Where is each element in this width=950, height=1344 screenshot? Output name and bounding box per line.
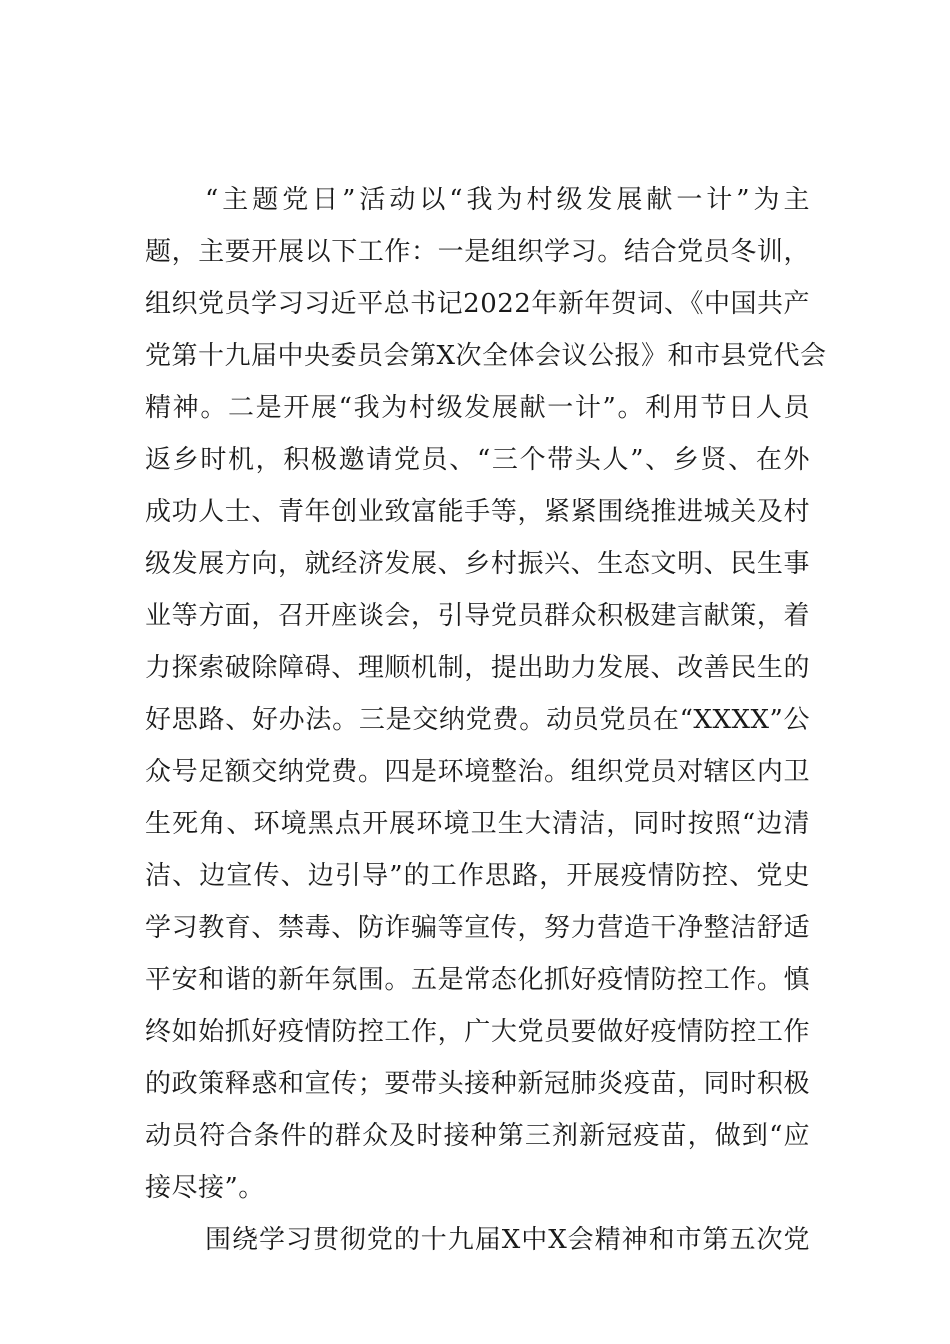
paragraph-1-line-4: 党第十九届中央委员会第X次全体会议公报》和市县党代会	[145, 341, 827, 371]
paragraph-1-line-15: 学习教育、禁毒、防诈骗等宣传，努力营造干净整洁舒适	[145, 913, 810, 943]
paragraph-1-line-20: 接尽接”。	[145, 1173, 265, 1203]
paragraph-1-line-17: 终如始抓好疫情防控工作，广大党员要做好疫情防控工作	[145, 1017, 810, 1047]
paragraph-1-line-8: 级发展方向，就经济发展、乡村振兴、生态文明、民生事	[145, 549, 810, 579]
paragraph-1-line-13: 生死角、环境黑点开展环境卫生大清洁，同时按照“边清	[145, 809, 810, 839]
paragraph-1-line-2: 题，主要开展以下工作：一是组织学习。结合党员冬训，	[145, 237, 810, 267]
paragraph-1-line-16: 平安和谐的新年氛围。五是常态化抓好疫情防控工作。慎	[145, 965, 810, 995]
paragraph-1-line-3: 组织党员学习习近平总书记2022年新年贺词、《中国共产	[145, 289, 810, 319]
paragraph-1-line-9: 业等方面，召开座谈会，引导党员群众积极建言献策，着	[145, 601, 810, 631]
paragraph-2-line-1: 围绕学习贯彻党的十九届X中X会精神和市第五次党	[205, 1225, 810, 1255]
paragraph-1-line-11: 好思路、好办法。三是交纳党费。动员党员在“XXXX”公	[145, 705, 810, 735]
paragraph-1-line-18: 的政策释惑和宣传；要带头接种新冠肺炎疫苗，同时积极	[145, 1069, 810, 1099]
paragraph-1-line-19: 动员符合条件的群众及时接种第三剂新冠疫苗，做到“应	[145, 1121, 810, 1151]
paragraph-1-line-7: 成功人士、青年创业致富能手等，紧紧围绕推进城关及村	[145, 497, 810, 527]
paragraph-1-line-5: 精神。二是开展“我为村级发展献一计”。利用节日人员	[145, 393, 810, 423]
paragraph-1-line-14: 洁、边宣传、边引导”的工作思路，开展疫情防控、党史	[145, 861, 810, 891]
paragraph-1-line-12: 众号足额交纳党费。四是环境整治。组织党员对辖区内卫	[145, 757, 810, 787]
paragraph-1-line-6: 返乡时机，积极邀请党员、“三个带头人”、乡贤、在外	[145, 445, 810, 475]
paragraph-1-line-10: 力探索破除障碍、理顺机制，提出助力发展、改善民生的	[145, 653, 810, 683]
paragraph-1-line-1: “主题党日”活动以“我为村级发展献一计”为主	[205, 185, 810, 215]
